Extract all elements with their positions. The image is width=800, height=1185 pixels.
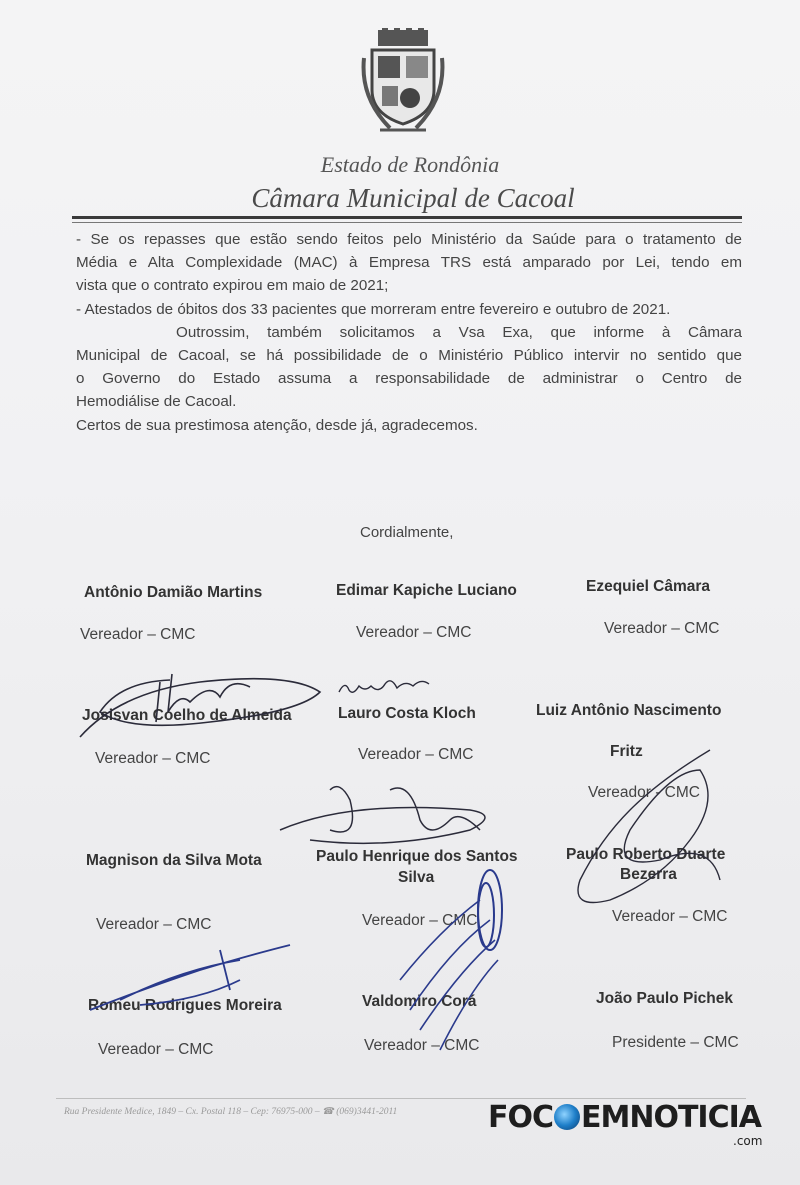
signatory-role: Vereador – CMC bbox=[95, 750, 211, 767]
closing-salutation: Cordialmente, bbox=[360, 524, 454, 541]
signatory-role: Vereador – CMC bbox=[358, 746, 474, 763]
signatory-name: Magnison da Silva Mota bbox=[86, 852, 262, 869]
header-rule-thin bbox=[72, 222, 742, 223]
state-heading: Estado de Rondônia bbox=[320, 152, 500, 177]
signatory-role: Vereador – CMC bbox=[362, 912, 478, 929]
coat-of-arms-emblem bbox=[360, 28, 446, 138]
handwritten-signature bbox=[540, 740, 730, 920]
body-line: - Se os repasses que estão sendo feitos pelo Ministério da Saúde para o tratamento de bbox=[76, 231, 742, 248]
letter-body bbox=[76, 228, 742, 437]
signatory-role: Vereador – CMC bbox=[98, 1041, 214, 1058]
body-line: Municipal de Cacoal, se há possibilidade de o Ministério Público intervir no sentido que bbox=[76, 347, 742, 365]
body-line: Média e Alta Complexidade (MAC) à Empresa TRS está amparado por Lei, tendo em bbox=[76, 254, 742, 272]
signatory-name: Luiz Antônio Nascimento bbox=[536, 702, 722, 719]
footer-address: Rua Presidente Medice, 1849 – Cx. Postal 118 – Cep: 76975-000 – ☎ (069)3441-2011 bbox=[64, 1107, 398, 1117]
body-line: o Governo do Estado assuma a responsabilidade de administrar o Centro de bbox=[76, 370, 742, 388]
signatory-name-continued: Silva bbox=[398, 869, 435, 886]
signatory-name-continued: Fritz bbox=[610, 743, 643, 760]
signatory-name: Ezequiel Câmara bbox=[586, 578, 711, 595]
signatory-role: Vereador – CMC bbox=[364, 1037, 480, 1054]
chamber-heading: Câmara Municipal de Cacoal bbox=[251, 183, 575, 213]
handwritten-signature bbox=[335, 672, 435, 702]
header-rule bbox=[72, 216, 742, 219]
body-line: Certos de sua prestimosa atenção, desde já, agradecemos. bbox=[76, 416, 478, 434]
watermark-logo-left: FOC bbox=[488, 1100, 554, 1135]
signatory-role: Vereador - CMC bbox=[588, 784, 700, 801]
handwritten-signature bbox=[60, 652, 330, 752]
body-line: Outrossim, também solicitamos a Vsa Exa, que informe à Câmara bbox=[176, 323, 742, 341]
signatory-role: Vereador – CMC bbox=[604, 620, 720, 637]
signatory-role: Vereador – CMC bbox=[80, 626, 196, 643]
signatory-name: Edimar Kapiche Luciano bbox=[336, 582, 517, 599]
signatory-role: Vereador – CMC bbox=[356, 624, 472, 641]
body-line: Hemodiálise de Cacoal. bbox=[76, 393, 237, 411]
globe-icon bbox=[554, 1104, 580, 1130]
watermark-domain-suffix: .com bbox=[733, 1134, 763, 1148]
signatory-name: Lauro Costa Kloch bbox=[338, 705, 476, 722]
signatory-name: Paulo Roberto Duarte bbox=[566, 846, 726, 863]
signatory-name: João Paulo Pichek bbox=[596, 990, 733, 1007]
handwritten-signature bbox=[270, 770, 510, 860]
signatory-name: Paulo Henrique dos Santos bbox=[316, 848, 518, 865]
body-line: vista que o contrato expirou em maio de 2021; bbox=[76, 277, 389, 295]
signatory-name: Antônio Damião Martins bbox=[84, 584, 263, 601]
signatory-role: Vereador – CMC bbox=[612, 908, 728, 925]
footer-rule bbox=[56, 1098, 746, 1099]
signatory-name: Valdomiro Corá bbox=[362, 993, 477, 1010]
signatory-name: Romeu Rodrigues Moreira bbox=[88, 997, 282, 1014]
signatory-name-continued: Bezerra bbox=[620, 866, 677, 883]
signatory-role: Presidente – CMC bbox=[612, 1034, 739, 1051]
body-line: - Atestados de óbitos dos 33 pacientes que morreram entre fevereiro e outubro de 2021. bbox=[76, 300, 671, 318]
signatory-role: Vereador – CMC bbox=[96, 916, 212, 933]
watermark-logo-right: EMNOTICIA bbox=[581, 1100, 761, 1135]
handwritten-signature bbox=[380, 860, 520, 1060]
signatory-name: Josisvan Coelho de Almeida bbox=[82, 707, 292, 724]
watermark-logo bbox=[488, 1100, 761, 1135]
